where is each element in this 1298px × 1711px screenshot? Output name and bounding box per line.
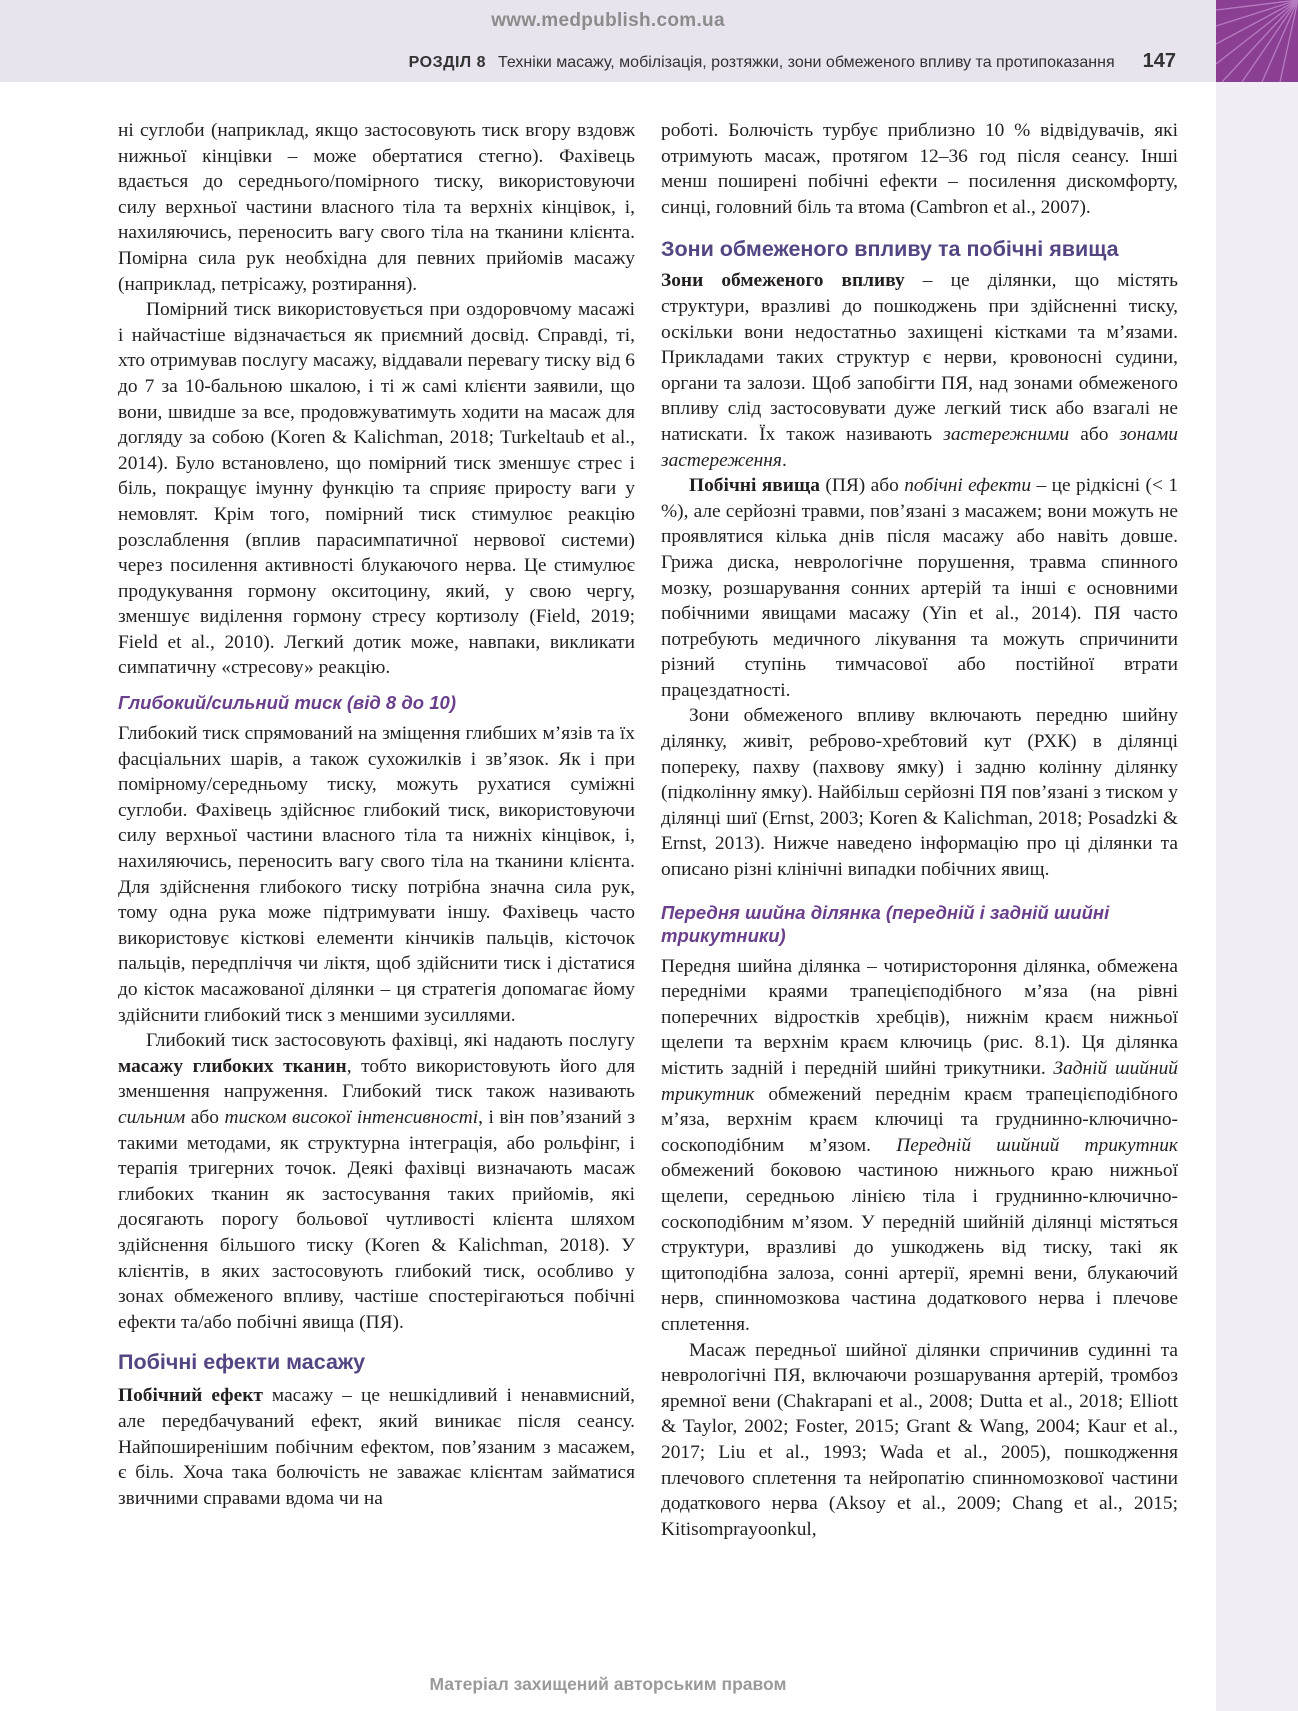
paragraph: Глибокий тиск спрямований на зміщення глибших м’язів та їх фасціальних шарів, а також сухожилків і зв’язок. Як і при помірному/середньому тиску, можуть рухатися суміжні суглоби. Фахівець здійснює глибокий тиск, використовуючи силу верхньої частини власного тіла та нижніх кінцівок, і, нахиляючись, переносить вагу свого тіла на тканини клієнта. Для здійснення глибокого тиску потрібна значна сила рук, тому одна рука може підтримувати іншу. Фахівець часто використовує кісткові елементи кінчиків пальців, кісточок пальців, передпліччя чи ліктя, щоб здійснити тиск і дістатися до кісток масажованої ділянки – ця стратегія допомагає йому здійснити глибокий тиск з меншими зусиллями. [118, 723, 635, 1026]
italic-term: побічні ефекти [904, 475, 1032, 497]
page-number: 147 [1142, 50, 1176, 72]
section-heading-zones: Зони обмеженого впливу та побічні явища [661, 237, 1119, 262]
paragraph: Передня шийна ділянка – чотиристороння ділянка, обмежена передніми краями трапецієподібного м’яза (на рівні поперечних відростків хребців), нижнім краєм нижньої щелепи та верхнім краєм ключиць (рис. 8.1). Ця ділянка містить задній і передній шийні трикутники. Задній шийний трикутник обмежений переднім краєм трапецієподібного м’яза, верхнім краєм ключиці та груднинно-ключично-соскоподібним м’язом. Передній шийний трикутник обмежений боковою частиною нижнього краю нижньої щелепи, середньою лінією тіла і груднинно-ключично-соскоподібним м’язом. У передній шийній ділянці містяться структури, вразливі до ушкоджень від тиску, такі як щитоподібна залоза, сонні артерії, яремні вени, блукаючий нерв, спинномозкова частина додаткового нерва і плечове сплетення. [661, 955, 1178, 1335]
paragraph: Побічні явища (ПЯ) або побічні ефекти – це рідкісні (< 1 %), але серйозні травми, пов’язані з масажем; вони можуть не проявлятися кілька днів після масажу або навіть довше. Грижа диска, неврологічне порушення, травма спинного мозку, розшарування сонних артерій та інші є основними побічними явищами масажу (Yin et al., 2014). ПЯ часто потребують медичного лікування та можуть спричинити різний ступінь тимчасової або постійної втрати працездатності. [661, 475, 1179, 701]
bold-term: Побічний ефект [118, 1385, 263, 1407]
paragraph: Побічний ефект масажу – це нешкідливий і ненавмисний, але передбачуваний ефект, який виникає після сеансу. Найпоширенішим побічним ефектом, пов’язаним з масажем, є біль. Хоча така болючість не заважає клієнтам займатися звичними справами вдома чи на [118, 1385, 635, 1509]
right-column [661, 118, 1178, 1542]
italic-term: Задній шийний трикутник [661, 1058, 1178, 1105]
italic-term: застережними [943, 423, 1070, 445]
subheading-anterior-neck: Передня шийна ділянка (передній і задній шийні трикутники) [661, 901, 1110, 946]
paragraph: ні суглоби (наприклад, якщо застосовують тиск вгору вздовж нижньої кінцівки – може обертатися стегно). Фахівець вдається до середнього/помірного тиску, використовуючи силу верхньої частини власного тіла та верхніх кінцівок, і, нахиляючись, переносить вагу свого тіла на тканини клієнта. Помірна сила рук необхідна для певних прийомів масажу (наприклад, петрісажу, розтирання). [118, 120, 635, 295]
running-header [409, 50, 1176, 73]
paragraph: Глибокий тиск застосовують фахівці, які надають послугу масажу глибоких тканин, тобто використовують його для зменшення напруження. Глибокий тиск також називають сильним або тиском високої інтенсивності, і він пов’язаний з такими методами, як структурна інтеграція, або рольфінг, і терапія тригерних точок. Деякі фахівці визначають масаж глибоких тканин як застосування таких прийомів, які досягають порогу больової чутливості клієнта шляхом здійснення більшого тиску (Koren & Kalichman, 2018). У клієнтів, в яких застосовують глибокий тиск, особливо у зонах обмеженого впливу, частіше спостерігаються побічні ефекти та/або побічні явища (ПЯ). [118, 1030, 635, 1333]
bold-term: Побічні явища [689, 475, 820, 497]
paragraph: Масаж передньої шийної ділянки спричинив судинні та неврологічні ПЯ, включаючи розшарування артерій, тромбоз яремної вени (Chakrapani et al., 2008; Dutta et al., 2018; Elliott & Taylor, 2002; Foster, 2015; Grant & Wang, 2004; Kaur et al., 2017; Liu et al., 1993; Wada et al., 2005), пошкодження плечового сплетення та нейропатію спинномозкової частини додаткового нерва (Aksoy et al., 2009; Chang et al., 2015; Kitisomprayoonkul, [661, 1339, 1178, 1540]
paragraph: Зони обмеженого впливу включають передню шийну ділянку, живіт, реброво-хребтовий кут (РХК) в ділянці попереку, пахву (пахвову ямку) і задню колінну ділянку (підколінну ямку). Найбільш серйозні ПЯ пов’язані з тиском у ділянці шиї (Ernst, 2003; Koren & Kalichman, 2018; Posadzki & Ernst, 2013). Нижче наведено інформацію про ці ділянки та описано різні клінічні випадки побічних явищ. [661, 705, 1178, 881]
subheading-deep-pressure: Глибокий/сильний тиск (від 8 до 10) [118, 692, 456, 714]
italic-term: Передній шийний трикутник [896, 1134, 1178, 1156]
chapter-label: РОЗДІЛ 8 [408, 54, 486, 71]
paragraph: Помірний тиск використовується при оздоровчому масажі і найчастіше відзначається як приємний досвід. Справді, ті, хто отримував послугу масажу, віддавали перевагу тиску від 6 до 7 за 10-бальною шкалою, і ті ж самі клієнти заявили, що вони, швидше за все, продовжуватимуть ходити на масаж для догляду за собою (Koren & Kalichman, 2018; Turkeltaub et al., 2014). Було встановлено, що помірний тиск зменшує стрес і біль, покращує імунну функцію та сприяє приросту ваги у немовлят. Крім того, помірний тиск стимулює реакцію розслаблення (вплив парасимпатичної нервової системи) через посилення активності блукаючого нерва. Це стимулює продукування гормону окситоцину, який, у свою чергу, зменшує виділення гормону стресу кортизолу (Field, 2019; Field et al., 2010). Легкий дотик може, навпаки, викликати симпатичну «стресову» реакцію. [118, 299, 635, 679]
publisher-url[interactable]: www.medpublish.com.ua [491, 10, 725, 31]
section-heading-side-effects: Побічні ефекти масажу [118, 1350, 366, 1375]
italic-term: сильним [118, 1106, 186, 1128]
italic-term: зонами застереження [661, 423, 1178, 471]
running-title: Техніки масажу, мобілізація, розтяжки, зони обмеженого впливу та протипоказання [498, 54, 1115, 71]
bold-term: масажу глибоких тканин [118, 1055, 347, 1077]
paragraph: роботі. Болючість турбує приблизно 10 % відвідувачів, які отримують масаж, протягом 12–36 год після сеансу. Інші менш поширені побічні ефекти – посилення дискомфорту, синці, головний біль та втома (Cambron et al., 2007). [661, 120, 1178, 218]
bold-term: Зони обмеженого впливу [661, 270, 905, 292]
paragraph: Зони обмеженого впливу – це ділянки, що містять структури, вразливі до пошкоджень при здійсненні тиску, оскільки вони недостатньо захищені кістками та м’язами. Прикладами таких структур є нерви, кровоносні судини, органи та залози. Щоб запобігти ПЯ, над зонами обмеженого впливу слід застосовувати дуже легкий тиск або взагалі не натискати. Їх також називають застережними або зонами застереження. [661, 270, 1178, 471]
italic-term: тиском високої інтенсивності [224, 1106, 479, 1128]
left-column [118, 118, 635, 1511]
corner-decoration [1216, 0, 1298, 82]
side-rail [1216, 82, 1298, 1711]
copyright-footer: Матеріал захищений авторським правом [429, 1674, 787, 1694]
